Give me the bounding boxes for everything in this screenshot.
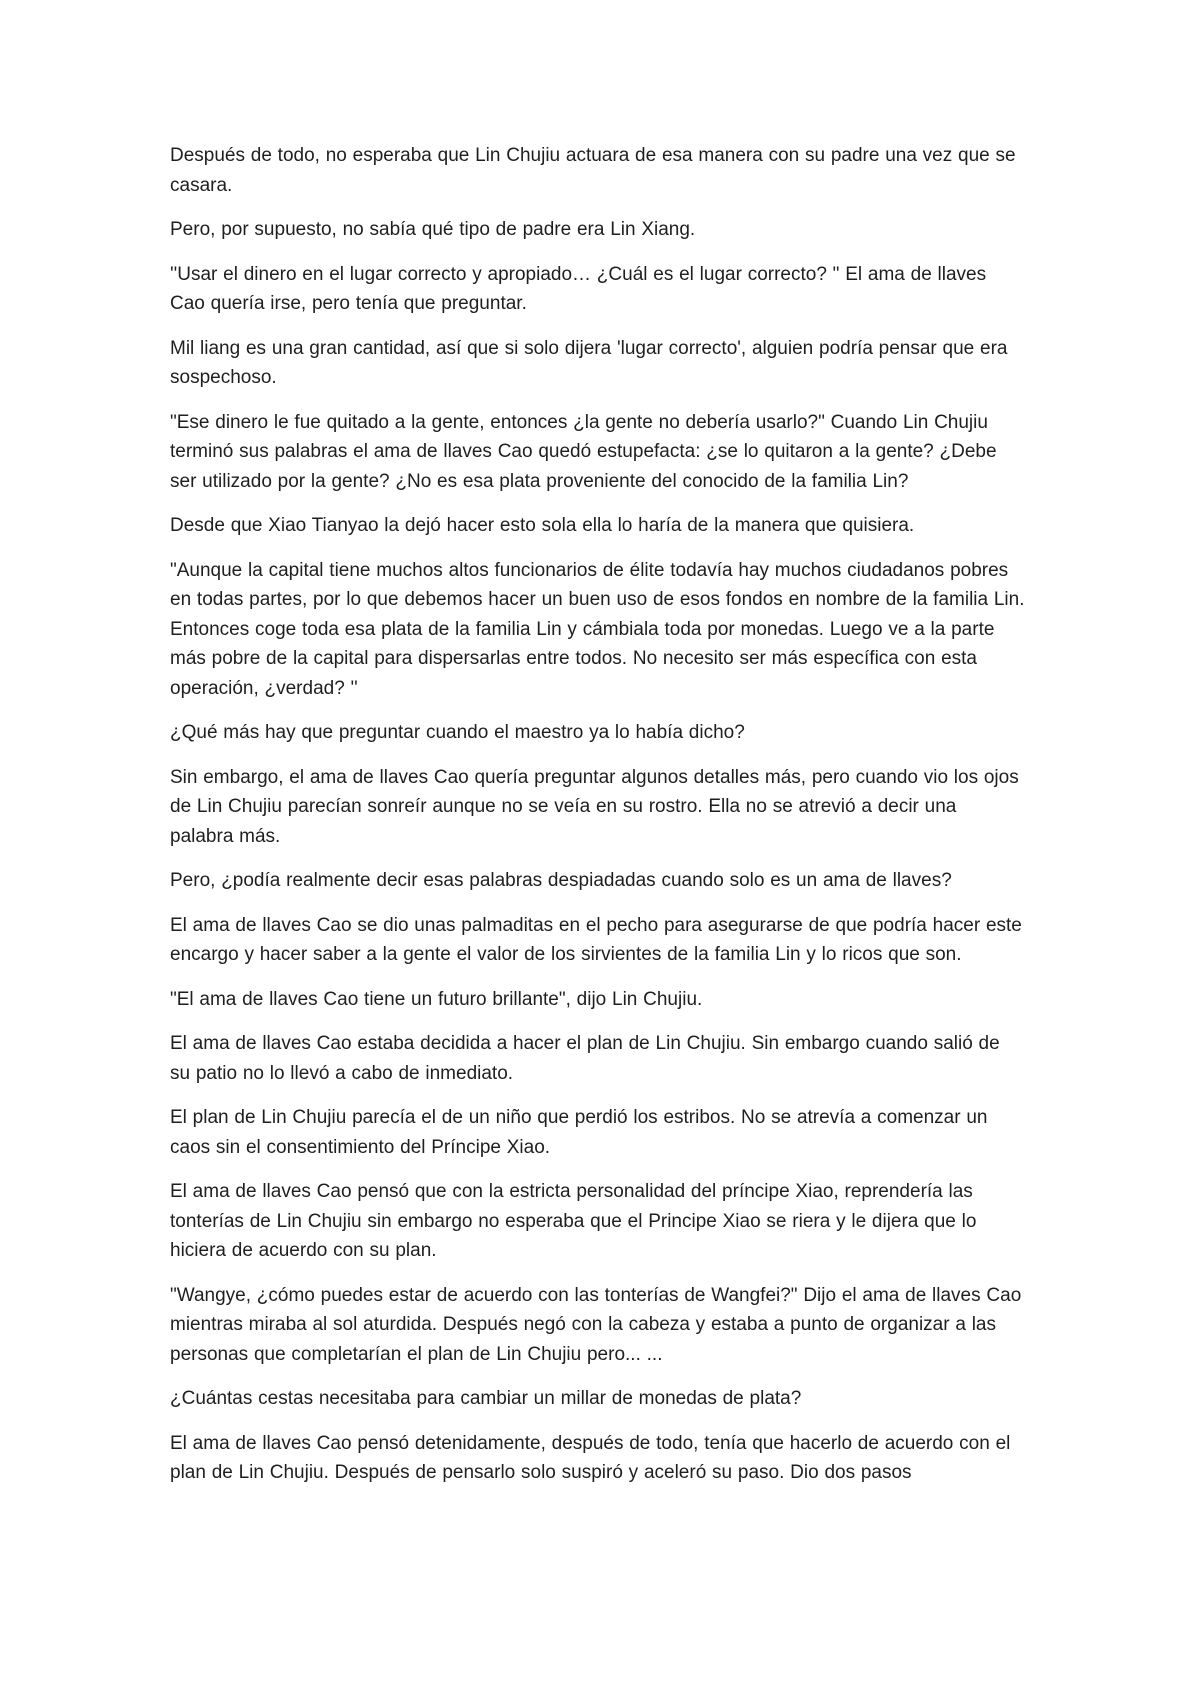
paragraph: Después de todo, no esperaba que Lin Chujiu actuara de esa manera con su padre una vez que se casara. [170,145,1016,196]
paragraph: El ama de llaves Cao pensó detenidamente, después de todo, tenía que hacerlo de acuerdo con el plan de Lin Chujiu. Después de pensarlo solo suspiró y aceleró su paso. Dio dos pasos [170,1432,1011,1483]
paragraph: Desde que Xiao Tianyao la dejó hacer esto sola ella lo haría de la manera que quisiera. [170,515,915,536]
paragraph: El ama de llaves Cao pensó que con la estricta personalidad del príncipe Xiao, reprendería las tonterías de Lin Chujiu sin embargo no esperaba que el Principe Xiao se riera y le dijera que lo hiciera de acuerdo con su plan. [170,1181,977,1261]
paragraph: ''Usar el dinero en el lugar correcto y apropiado… ¿Cuál es el lugar correcto? " El ama de llaves Cao quería irse, pero tenía que preguntar. [170,263,987,314]
paragraph: Pero, ¿podía realmente decir esas palabras despiadadas cuando solo es un ama de llaves? [170,870,952,891]
document-body [170,141,1025,1503]
paragraph: "Wangye, ¿cómo puedes estar de acuerdo con las tonterías de Wangfei?" Dijo el ama de llaves Cao mientras miraba al sol aturdida. Después negó con la cabeza y estaba a punto de organizar a las personas que completarían el plan de Lin Chujiu pero... ... [170,1284,1022,1365]
paragraph: Mil liang es una gran cantidad, así que si solo dijera 'lugar correcto', alguien podría pensar que era sospechoso. [170,337,1008,388]
paragraph: El plan de Lin Chujiu parecía el de un niño que perdió los estribos. No se atrevía a comenzar un caos sin el consentimiento del Príncipe Xiao. [170,1107,988,1158]
paragraph: "Ese dinero le fue quitado a la gente, entonces ¿la gente no debería usarlo?" Cuando Lin Chujiu terminó sus palabras el ama de llaves Cao quedó estupefacta: ¿se lo quitaron a la gente? ¿Debe ser utilizado por la gente? ¿No es esa plata proveniente del conocido de la familia Lin? [170,411,997,492]
paragraph: ¿Qué más hay que preguntar cuando el maestro ya lo había dicho? [170,722,745,743]
paragraph: "Aunque la capital tiene muchos altos funcionarios de élite todavía hay muchos ciudadanos pobres en todas partes, por lo que debemos hacer un buen uso de esos fondos en nombre de la familia Lin. Entonces coge toda esa plata de la familia Lin y cámbiala toda por monedas. Luego ve a la parte más pobre de la capital para dispersarlas entre todos. No necesito ser más específica con esta operación, ¿verdad? '' [170,559,1025,699]
paragraph: El ama de llaves Cao se dio unas palmaditas en el pecho para asegurarse de que podría hacer este encargo y hacer saber a la gente el valor de los sirvientes de la familia Lin y lo ricos que son. [170,914,1022,965]
paragraph: Sin embargo, el ama de llaves Cao quería preguntar algunos detalles más, pero cuando vio los ojos de Lin Chujiu parecían sonreír aunque no se veía en su rostro. Ella no se atrevió a decir una palabra más. [170,766,1019,847]
paragraph: Pero, por supuesto, no sabía qué tipo de padre era Lin Xiang. [170,219,696,240]
paragraph: El ama de llaves Cao estaba decidida a hacer el plan de Lin Chujiu. Sin embargo cuando salió de su patio no lo llevó a cabo de inmediato. [170,1033,1000,1084]
paragraph: "El ama de llaves Cao tiene un futuro brillante", dijo Lin Chujiu. [170,988,703,1010]
paragraph: ¿Cuántas cestas necesitaba para cambiar un millar de monedas de plata? [170,1388,802,1409]
